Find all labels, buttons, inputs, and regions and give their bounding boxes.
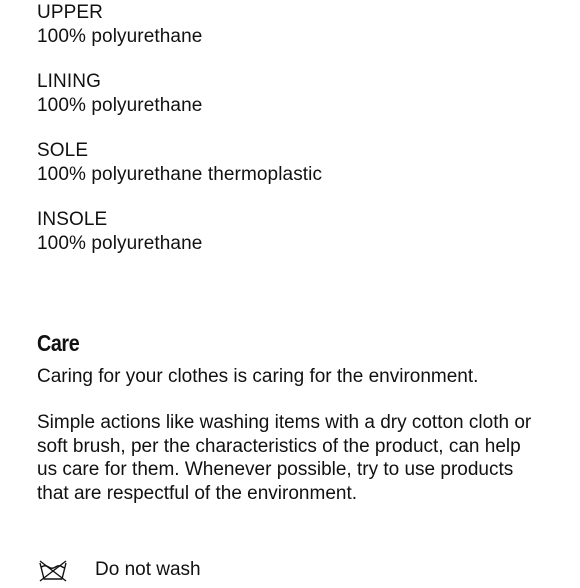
care-heading: Care xyxy=(37,330,80,356)
composition-material-value: 100% polyurethane xyxy=(37,95,203,116)
composition-part-label: LINING xyxy=(37,71,101,92)
composition-part-label: SOLE xyxy=(37,140,89,161)
product-details-panel xyxy=(37,0,557,580)
composition-material-value: 100% polyurethane xyxy=(37,26,203,47)
composition-material-value: 100% polyurethane thermoplastic xyxy=(37,164,323,185)
do-not-wash-icon xyxy=(37,557,69,583)
care-section xyxy=(37,328,557,580)
composition-material-value: 100% polyurethane xyxy=(37,233,203,254)
care-intro-text: Caring for your clothes is caring for the environment. xyxy=(37,366,479,387)
composition-item-upper xyxy=(37,0,557,69)
composition-item-lining xyxy=(37,69,557,138)
composition-part-label: UPPER xyxy=(37,2,103,23)
care-instruction-label: Do not wash xyxy=(95,559,201,580)
composition-item-insole xyxy=(37,207,557,276)
composition-list xyxy=(37,0,557,276)
composition-item-sole xyxy=(37,138,557,207)
care-body-text: Simple actions like washing items with a dry cotton cloth or soft brush, per the characteristics of the product, can help us care for them. Whenever possible, try to use products that are respectful of the environment. xyxy=(37,412,532,504)
composition-part-label: INSOLE xyxy=(37,209,108,230)
